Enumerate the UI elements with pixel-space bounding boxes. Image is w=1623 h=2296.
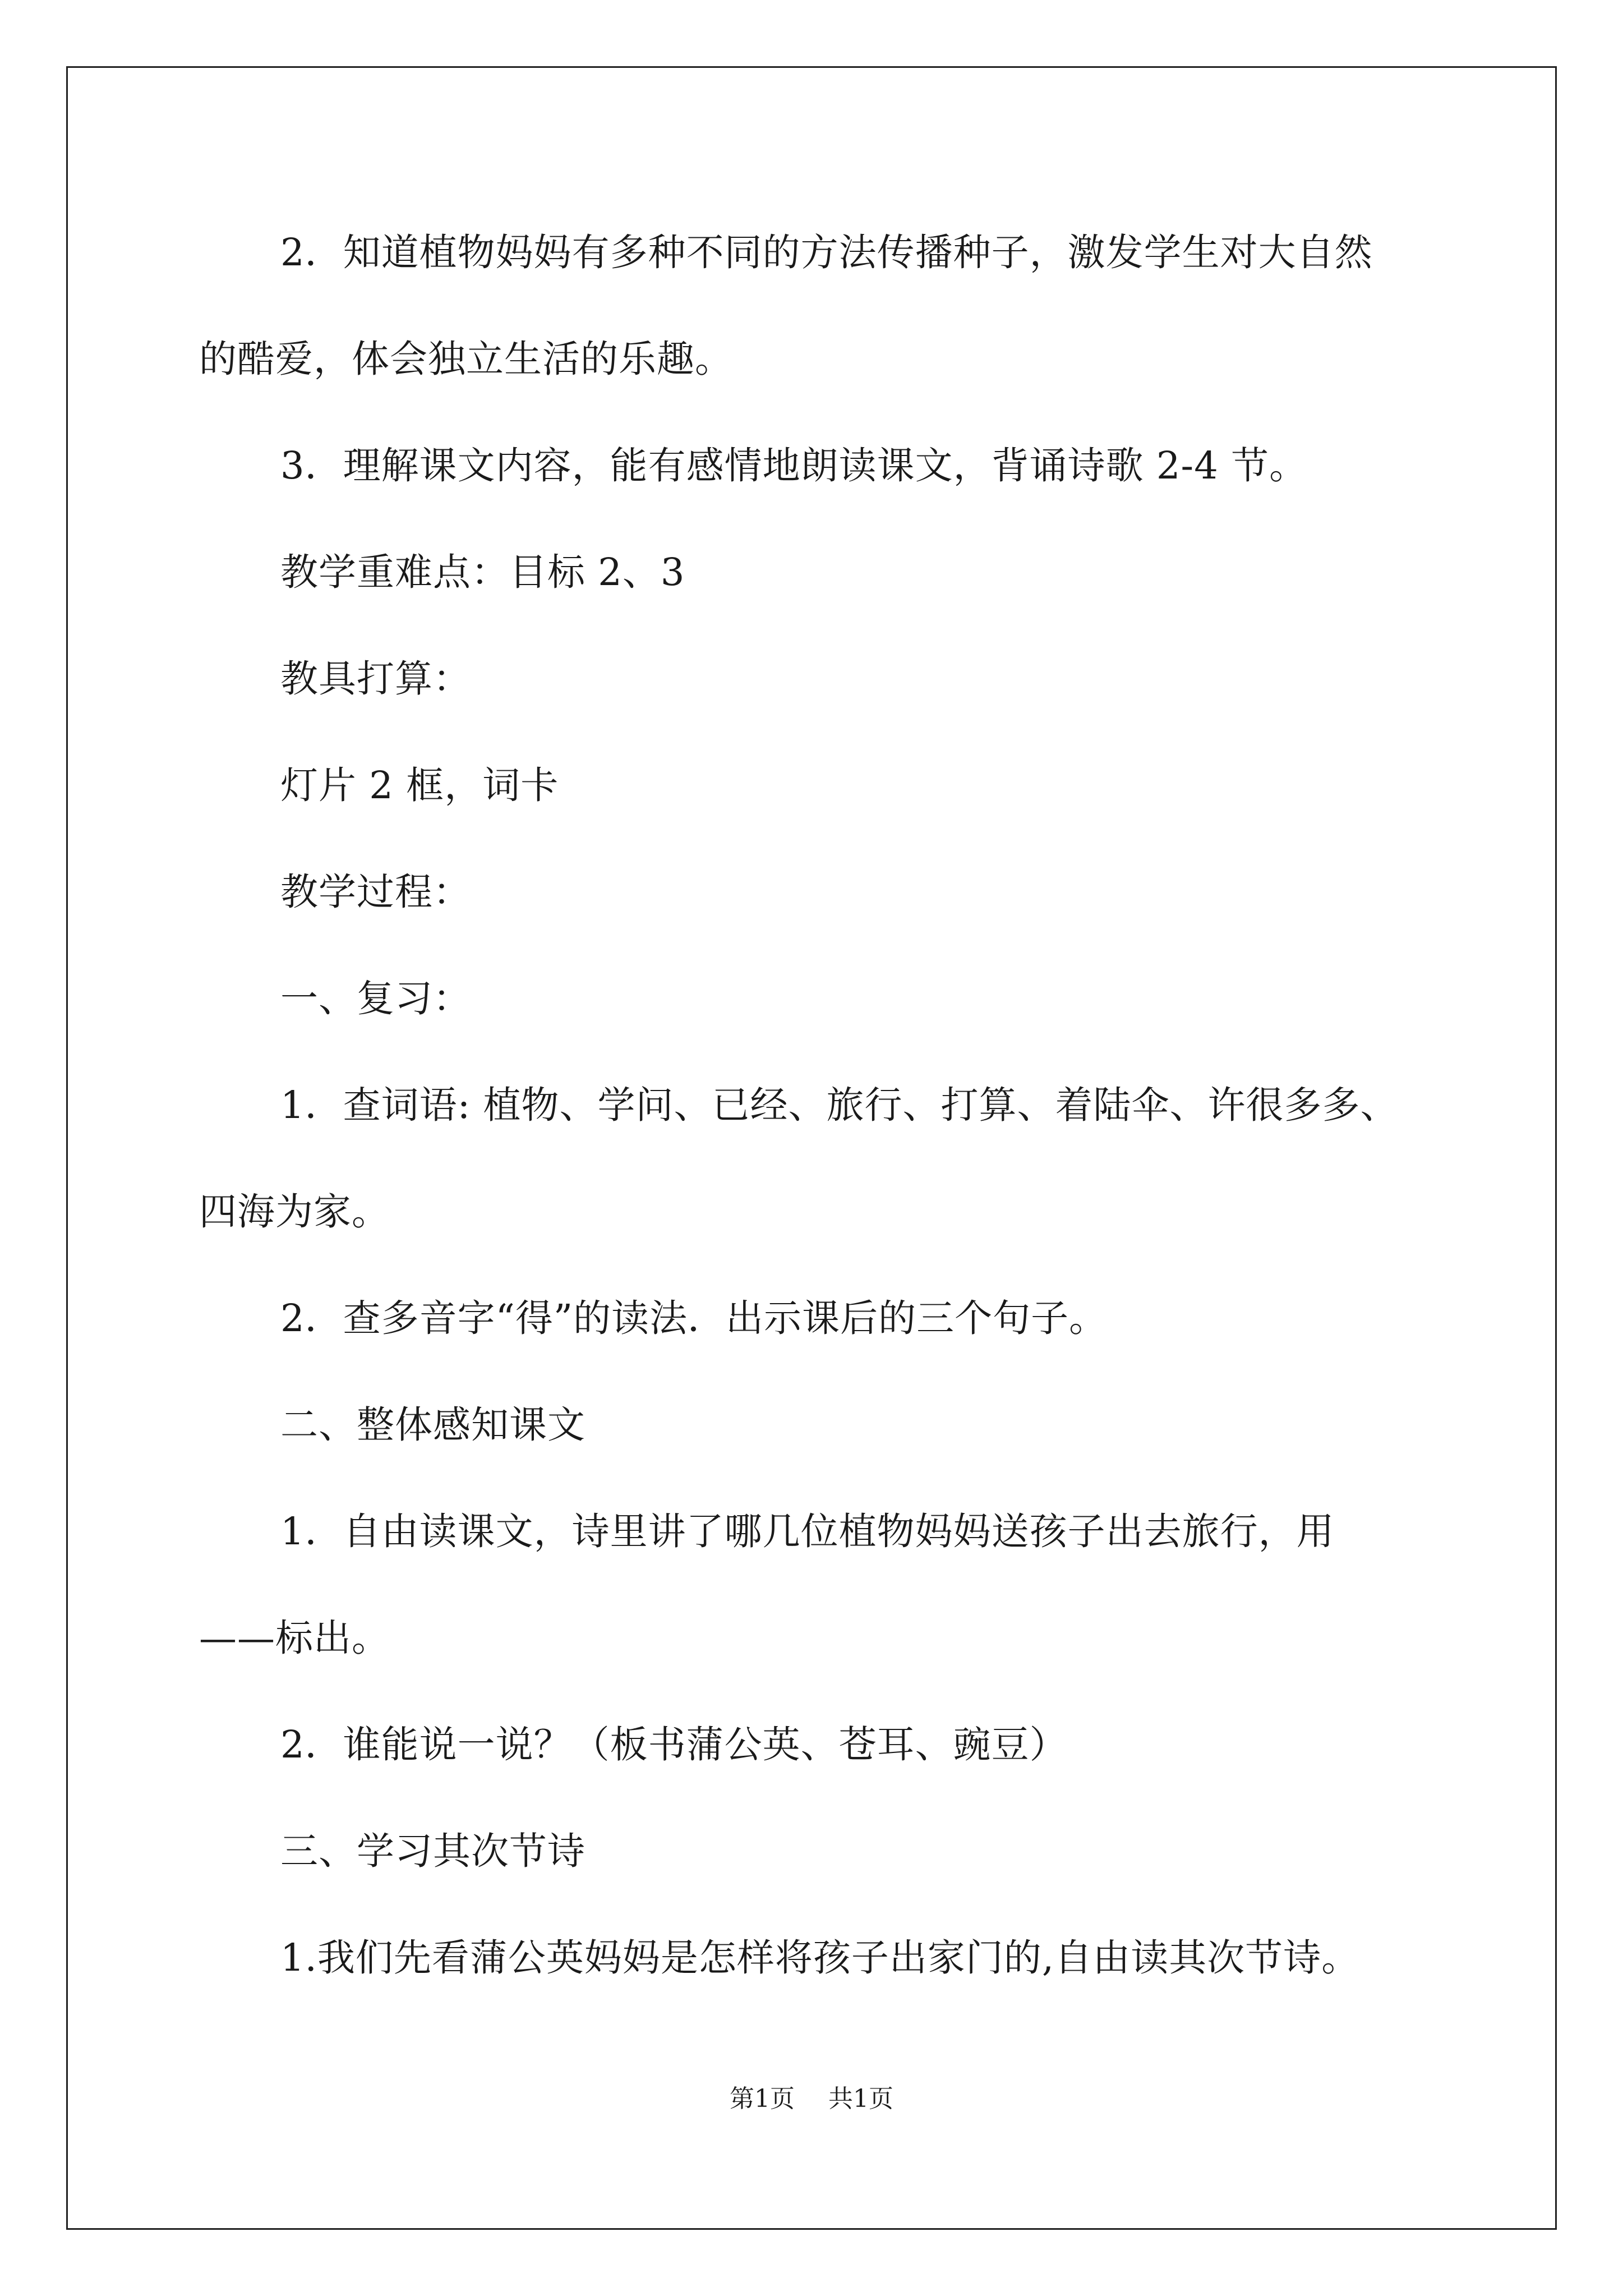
text-line-9: 1．查词语: 植物、学问、已经、旅行、打算、着陆伞、许很多多、 bbox=[280, 1083, 1399, 1127]
text-line-16: 三、学习其次节诗 bbox=[280, 1829, 585, 1873]
text-line-11: 2．查多音字“得”的读法．出示课后的三个句子。 bbox=[280, 1296, 1108, 1340]
page-border bbox=[66, 66, 1557, 2230]
text-line-4: 教学重难点：目标 2、3 bbox=[280, 550, 685, 594]
text-line-10: 四海为家。 bbox=[199, 1190, 390, 1234]
text-line-6: 灯片 2 框，词卡 bbox=[280, 763, 559, 807]
page-number-current: 第1页 bbox=[730, 2085, 795, 2113]
text-line-12: 二、整体感知课文 bbox=[280, 1403, 585, 1447]
text-line-15: 2．谁能说一说？（板书蒲公英、苍耳、豌豆） bbox=[280, 1723, 1068, 1766]
text-line-2: 的酷爱，体会独立生活的乐趣。 bbox=[199, 337, 733, 381]
text-line-7: 教学过程： bbox=[280, 870, 471, 914]
text-line-13: 1．自由读课文，诗里讲了哪几位植物妈妈送孩子出去旅行，用 bbox=[280, 1510, 1335, 1553]
text-line-1: 2．知道植物妈妈有多种不同的方法传播种子，激发学生对大自然 bbox=[280, 231, 1373, 274]
page-number-total: 共1页 bbox=[828, 2085, 893, 2113]
text-line-14: ——标出。 bbox=[199, 1616, 390, 1660]
text-line-5: 教具打算： bbox=[280, 657, 471, 701]
page-footer bbox=[0, 2082, 1623, 2116]
text-line-3: 3．理解课文内容，能有感情地朗读课文，背诵诗歌 2-4 节。 bbox=[280, 444, 1308, 487]
text-line-17: 1.我们先看蒲公英妈妈是怎样将孩子出家门的,自由读其次节诗。 bbox=[280, 1936, 1360, 1980]
text-line-8: 一、复习： bbox=[280, 977, 471, 1020]
